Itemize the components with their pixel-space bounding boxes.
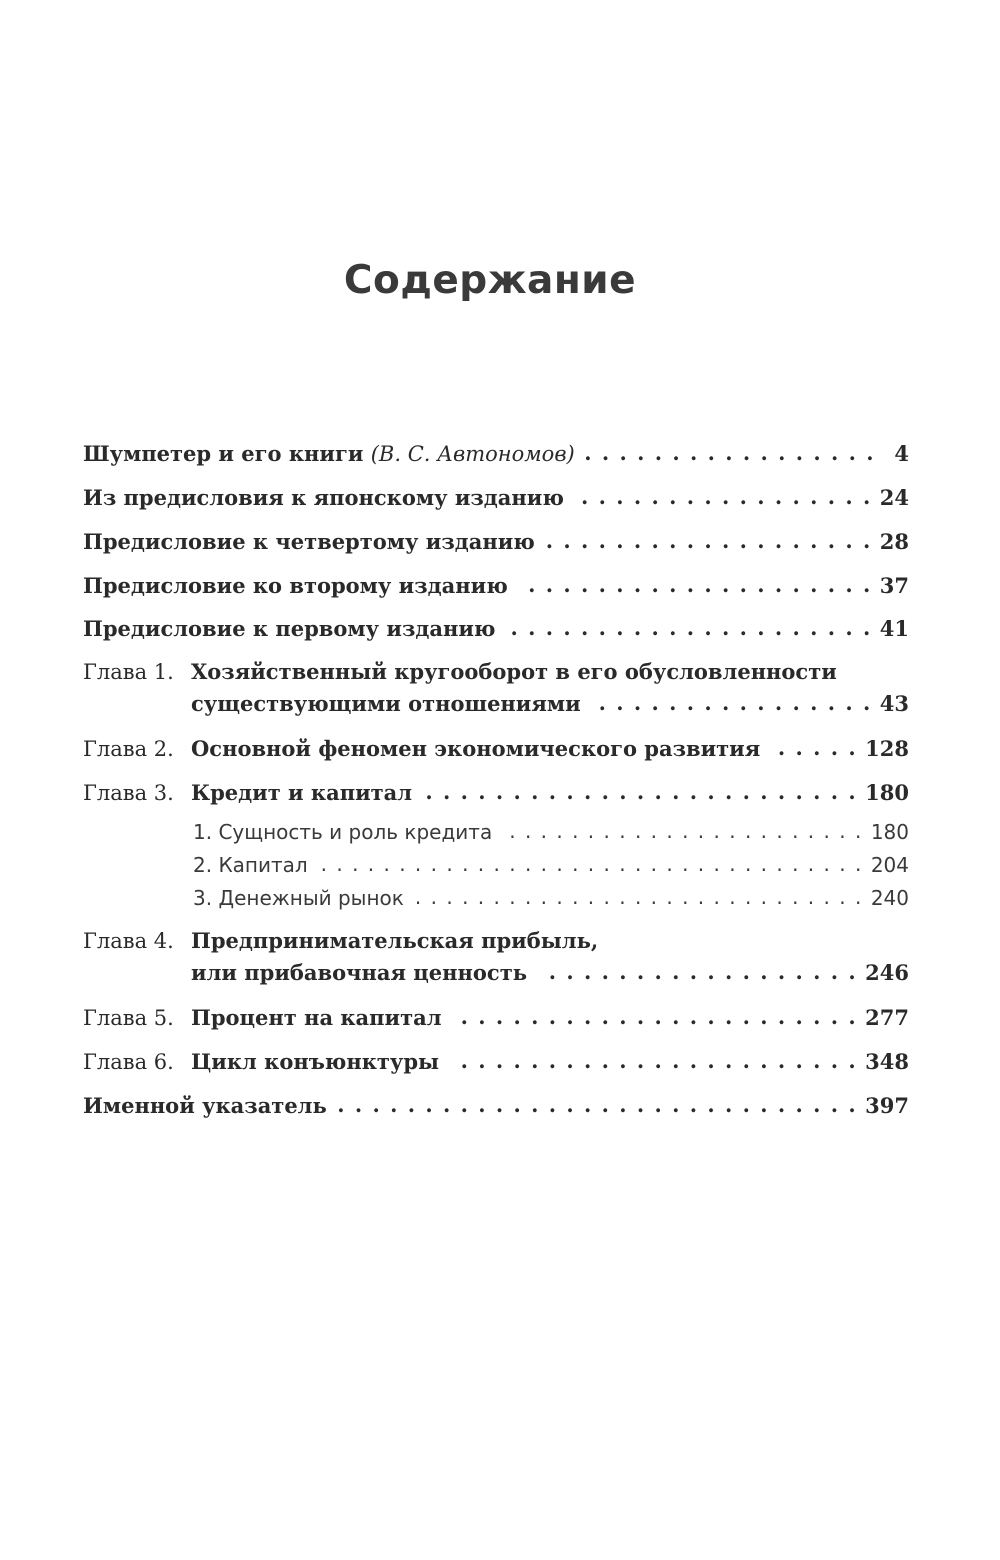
toc-section-3[interactable] xyxy=(83,885,909,910)
dot-leader xyxy=(537,959,857,980)
toc-entry-schumpeter[interactable] xyxy=(83,440,909,466)
dot-leader xyxy=(545,528,872,549)
section-page: 240 xyxy=(870,886,909,910)
chapter-label: Глава 2. xyxy=(83,737,174,761)
section-title: 1. Сущность и роль кредита xyxy=(193,820,493,844)
toc-entry-title: Основной феномен экономического развития xyxy=(191,736,761,761)
toc-entry-title: Предисловие к четвертому изданию xyxy=(83,529,535,554)
dot-leader xyxy=(518,572,872,593)
dot-leader xyxy=(422,779,857,800)
toc-entry-fourth-preface[interactable] xyxy=(83,528,909,554)
section-title: 2. Капитал xyxy=(193,853,308,877)
dot-leader xyxy=(770,735,857,756)
toc-entry-page: 246 xyxy=(865,960,909,985)
toc-entry-page: 28 xyxy=(879,529,909,554)
toc-entry-title: Предисловие к первому изданию xyxy=(83,616,496,641)
toc-entry-page: 397 xyxy=(865,1093,909,1118)
chapter-label: Глава 1. xyxy=(83,660,174,684)
toc-entry-page: 348 xyxy=(865,1049,909,1074)
toc-entry-title-continued: или прибавочная ценность xyxy=(191,960,527,985)
toc-entry-title: Предисловие ко второму изданию xyxy=(83,573,508,598)
chapter-label: Глава 6. xyxy=(83,1050,174,1074)
toc-entry-second-preface[interactable] xyxy=(83,572,909,598)
toc-entry-chapter-2[interactable] xyxy=(83,735,909,761)
toc-entry-page: 277 xyxy=(865,1005,909,1030)
dot-leader xyxy=(452,1004,858,1025)
toc-entry-page: 41 xyxy=(879,616,909,641)
section-title: 3. Денежный рынок xyxy=(193,886,404,910)
dot-leader xyxy=(574,484,872,505)
toc-entry-title: Именной указатель xyxy=(83,1093,327,1118)
toc-entry-chapter-6[interactable] xyxy=(83,1048,909,1074)
section-page: 204 xyxy=(870,853,909,877)
dot-leader xyxy=(449,1048,857,1069)
toc-entry-title: Кредит и капитал xyxy=(191,780,413,805)
toc-entry-title: Процент на капитал xyxy=(191,1005,442,1030)
dot-leader xyxy=(502,819,863,839)
toc-entry-page: 37 xyxy=(879,573,909,598)
toc-entry-title: Цикл конъюнктуры xyxy=(191,1049,440,1074)
toc-entry-title: Шумпетер и его книги xyxy=(83,441,364,466)
toc-entry-chapter-4[interactable] xyxy=(83,928,909,985)
section-page: 180 xyxy=(870,820,909,844)
toc-entry-title: Хозяйственный кругооборот в его обусловленности xyxy=(191,659,837,684)
toc-entry-page: 43 xyxy=(879,691,909,716)
dot-leader xyxy=(318,852,863,872)
toc-section-2[interactable] xyxy=(83,852,909,877)
page-title: Содержание xyxy=(343,258,637,303)
dot-leader xyxy=(505,615,871,636)
toc-section-1[interactable] xyxy=(83,819,909,844)
dot-leader xyxy=(585,440,875,461)
toc-entry-chapter-3[interactable] xyxy=(83,779,909,805)
toc-entry-title: Предпринимательская прибыль, xyxy=(191,928,599,953)
dot-leader xyxy=(337,1092,857,1113)
toc-entry-title-continued: существующими отношениями xyxy=(191,691,581,716)
chapter-label: Глава 3. xyxy=(83,781,174,805)
toc-entry-japanese-preface[interactable] xyxy=(83,484,909,510)
toc-entry-page: 24 xyxy=(879,485,909,510)
dot-leader xyxy=(414,885,863,905)
toc-entry-title: Из предисловия к японскому изданию xyxy=(83,485,564,510)
toc-entry-page: 180 xyxy=(865,780,909,805)
toc-entry-first-preface[interactable] xyxy=(83,615,909,641)
toc-entry-chapter-1[interactable] xyxy=(83,659,909,716)
toc-entry-name-index[interactable] xyxy=(83,1092,909,1118)
dot-leader xyxy=(591,690,872,711)
toc-entry-chapter-5[interactable] xyxy=(83,1004,909,1030)
toc-entry-page: 128 xyxy=(865,736,909,761)
toc-entry-author: (В. С. Автономов) xyxy=(370,442,575,466)
chapter-label: Глава 4. xyxy=(83,929,174,953)
chapter-label: Глава 5. xyxy=(83,1006,174,1030)
toc-entry-page: 4 xyxy=(894,441,909,466)
